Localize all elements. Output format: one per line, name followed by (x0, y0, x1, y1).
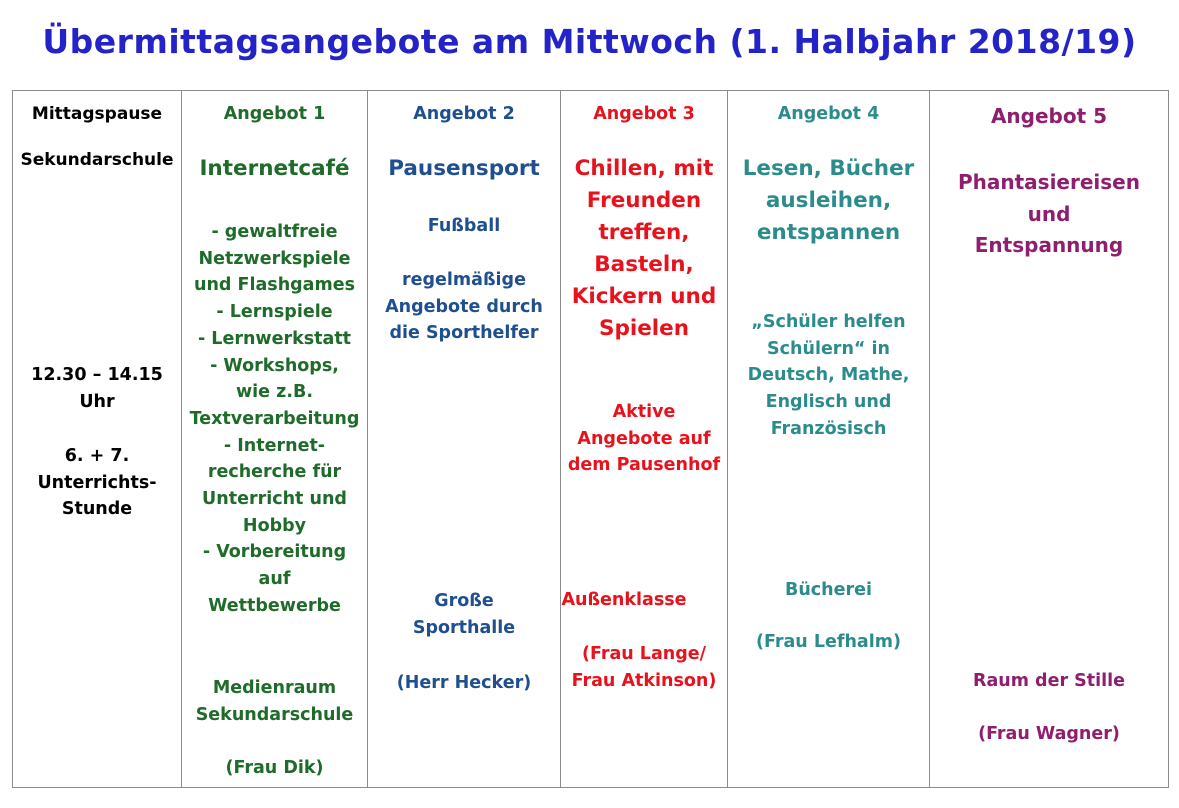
offer-room: Raum der Stille (972, 671, 1126, 691)
time-range: 12.30 – 14.15 Uhr (31, 365, 163, 412)
offer-activities: - gewaltfreie Netzwerkspiele und Flashgames - Lernspiele - Lernwerkstatt - Workshops, wie z.B. Textverarbeitung - Internet- recherche für Unterricht und Hobby - Vorbereitung auf Wettbewerbe (189, 222, 360, 616)
page-title: Übermittagsangebote am Mittwoch (1. Halbjahr 2018/19) (42, 22, 1137, 61)
offer-name: Internetcafé (199, 156, 350, 181)
offer-room: Große Sporthalle (412, 591, 516, 638)
column-angebot-3 (561, 91, 728, 787)
offer-name: Pausensport (388, 156, 540, 181)
offer-room: Bücherei (785, 580, 872, 600)
offer-description: „Schüler helfen Schülern“ in Deutsch, Mathe, Englisch und Französisch (747, 312, 910, 439)
offer-description: Aktive Angebote auf dem Pausenhof (567, 402, 721, 476)
offer-teacher: (Frau Lefhalm) (756, 632, 901, 652)
offer-room: Außenklasse (561, 590, 687, 610)
column-header: Angebot 5 (990, 104, 1108, 128)
offer-sport: Fußball (427, 216, 501, 236)
offer-name: Chillen, mit Freunden treffen, Basteln, Kickern und Spielen (571, 156, 717, 341)
offer-teacher: (Herr Hecker) (396, 673, 532, 693)
offer-teacher: (Frau Lange/ Frau Atkinson) (571, 644, 717, 691)
column-header: Angebot 2 (413, 104, 515, 124)
column-angebot-5 (930, 91, 1168, 787)
column-angebot-1 (182, 91, 368, 787)
column-mittagspause (13, 91, 182, 787)
offer-room: Medienraum Sekundarschule (195, 678, 354, 725)
column-header: Angebot 3 (593, 104, 695, 124)
period-info: 6. + 7. Unterrichts- Stunde (37, 446, 157, 520)
column-header: Angebot 1 (223, 104, 326, 124)
schedule-table (12, 90, 1169, 788)
offer-name: Phantasiereisen und Entspannung (957, 170, 1140, 257)
column-angebot-4 (728, 91, 930, 787)
offer-name: Lesen, Bücher ausleihen, entspannen (742, 156, 915, 245)
offer-teacher: (Frau Wagner) (978, 724, 1120, 744)
offer-description: regelmäßige Angebote durch die Sporthelfer (385, 270, 543, 344)
column-header: Mittagspause (31, 104, 163, 124)
column-angebot-2 (368, 91, 561, 787)
column-subheader: Sekundarschule (20, 150, 174, 170)
offer-teacher: (Frau Dik) (225, 758, 324, 778)
column-header: Angebot 4 (777, 104, 880, 124)
